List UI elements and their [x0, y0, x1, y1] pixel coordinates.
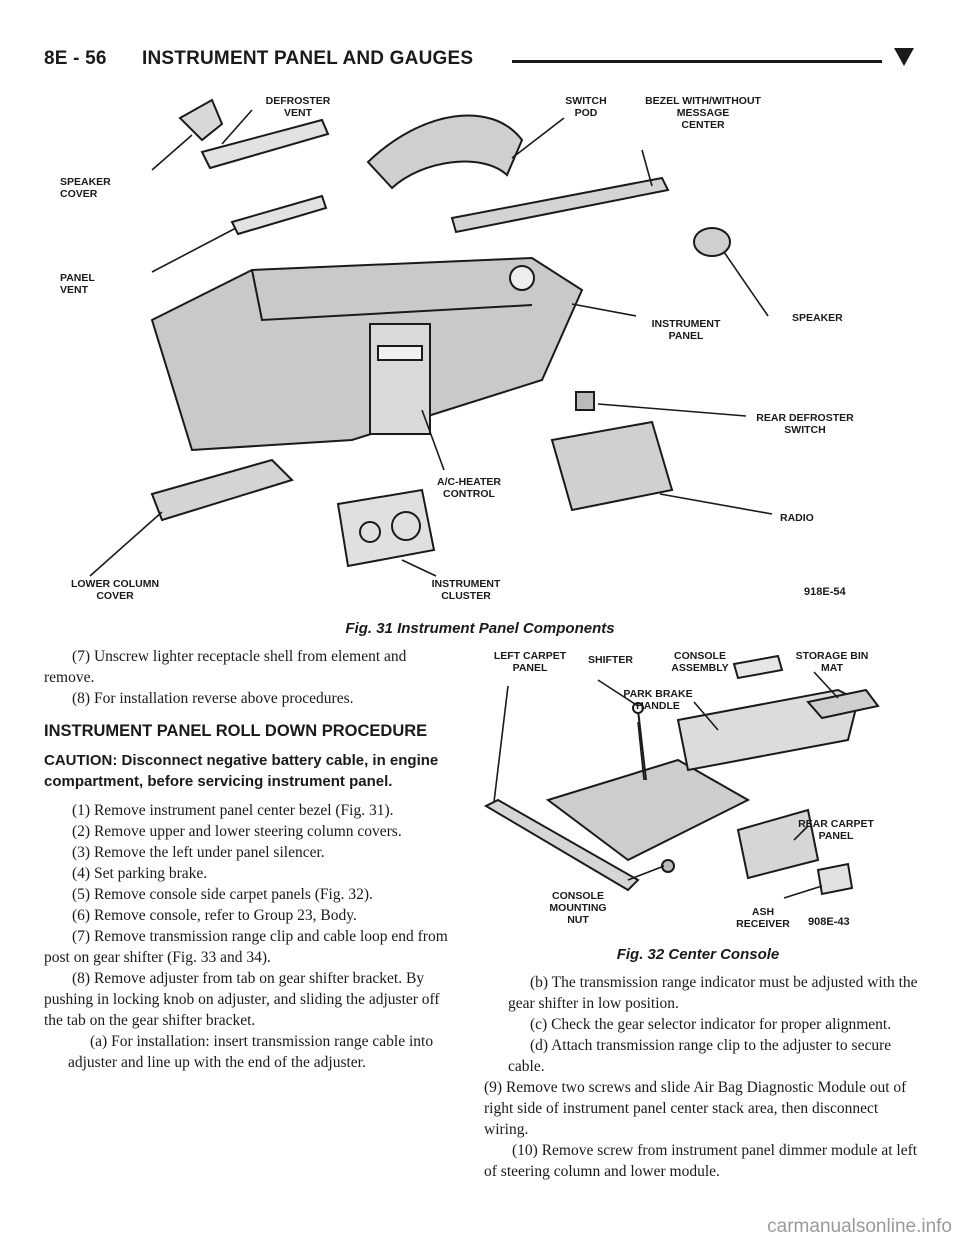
down-triangle-icon — [894, 48, 914, 66]
label-lower-column-cover: LOWER COLUMN COVER — [70, 578, 160, 602]
label-panel-vent: PANEL VENT — [60, 272, 95, 296]
label-shifter: SHIFTER — [588, 654, 633, 666]
lower-column-cover-part — [152, 460, 292, 520]
paragraph: (a) For installation: insert transmission range cable into adjuster and line up with the end of the adjuster. — [68, 1033, 434, 1071]
figure-31-illustration — [52, 80, 912, 608]
watermark: carmanualsonline.info — [767, 1216, 952, 1237]
label-instrument-panel: INSTRUMENT PANEL — [651, 318, 721, 342]
paragraph: (d) Attach transmission range clip to the adjuster to secure cable. — [508, 1037, 892, 1075]
figure-31-code: 918E-54 — [804, 586, 846, 598]
label-bezel: BEZEL WITH/WITHOUT MESSAGE CENTER — [645, 95, 761, 131]
speaker-cover-part — [180, 100, 222, 140]
label-ash-receiver: ASH RECEIVER — [736, 906, 790, 930]
page-number: 8E - 56 — [44, 48, 107, 69]
label-defroster-vent: DEFROSTER VENT — [265, 95, 331, 119]
paragraph: (10) Remove screw from instrument panel dimmer module at left of steering column and lower module. — [484, 1142, 918, 1180]
paragraph: (2) Remove upper and lower steering column covers. — [72, 823, 402, 840]
paragraph: (3) Remove the left under panel silencer. — [72, 844, 325, 861]
paragraph: (4) Set parking brake. — [72, 865, 208, 882]
label-speaker: SPEAKER — [792, 312, 843, 324]
label-left-carpet-panel: LEFT CARPET PANEL — [493, 650, 567, 674]
paragraph: (9) Remove two screws and slide Air Bag Diagnostic Module out of right side of instrument panel center stack area, then disconnect wiring. — [484, 1079, 907, 1138]
left-column — [44, 646, 454, 1073]
label-radio: RADIO — [780, 512, 814, 524]
defroster-vent-part — [202, 120, 328, 168]
figure-31-caption: Fig. 31 Instrument Panel Components — [345, 620, 615, 637]
label-storage-bin-mat: STORAGE BIN MAT — [795, 650, 869, 674]
label-speaker-cover: SPEAKER COVER — [60, 176, 111, 200]
figure-32-caption: Fig. 32 Center Console — [616, 946, 780, 963]
paragraph: (7) Remove transmission range clip and cable loop end from post on gear shifter (Fig. 33 and 34). — [44, 928, 448, 966]
paragraph: (8) For installation reverse above procedures. — [72, 690, 354, 707]
label-rear-defroster-switch: REAR DEFROSTER SWITCH — [756, 412, 854, 436]
figure-32-code: 908E-43 — [808, 916, 850, 928]
section-title: INSTRUMENT PANEL AND GAUGES — [142, 48, 474, 69]
paragraph: (5) Remove console side carpet panels (Fig. 32). — [72, 886, 373, 903]
paragraph: (7) Unscrew lighter receptacle shell from element and remove. — [44, 648, 407, 686]
label-console-mounting-nut: CONSOLE MOUNTING NUT — [549, 890, 607, 926]
caution-note: CAUTION: Disconnect negative battery cable, in engine compartment, before servicing instrument panel. — [44, 752, 439, 790]
ash-receiver-part — [818, 864, 852, 894]
label-switch-pod: SWITCH POD — [565, 95, 607, 119]
panel-vent-part — [232, 196, 326, 234]
label-park-brake-handle: PARK BRAKE HANDLE — [623, 688, 693, 712]
paragraph: (c) Check the gear selector indicator for proper alignment. — [530, 1016, 892, 1033]
right-column — [484, 972, 918, 1182]
section-heading: INSTRUMENT PANEL ROLL DOWN PROCEDURE — [44, 722, 428, 740]
rear-defroster-switch-part — [576, 392, 594, 410]
label-ac-heater-control: A/C-HEATER CONTROL — [437, 476, 501, 500]
paragraph: (b) The transmission range indicator must be adjusted with the gear shifter in low position. — [508, 974, 918, 1012]
paragraph: (1) Remove instrument panel center bezel (Fig. 31). — [72, 802, 394, 819]
label-console-assembly: CONSOLE ASSEMBLY — [671, 650, 729, 674]
page-header — [44, 44, 916, 78]
paragraph: (8) Remove adjuster from tab on gear shifter bracket. By pushing in locking knob on adjuster, and sliding the adjuster off the tab on the gear shifter bracket. — [44, 970, 440, 1029]
radio-part — [552, 422, 672, 510]
label-instrument-cluster: INSTRUMENT CLUSTER — [431, 578, 501, 602]
paragraph: (6) Remove console, refer to Group 23, Body. — [72, 907, 357, 924]
header-rule — [512, 60, 882, 63]
switch-pod-part — [368, 115, 522, 188]
label-rear-carpet-panel: REAR CARPET PANEL — [798, 818, 874, 842]
bezel-part — [452, 178, 668, 232]
